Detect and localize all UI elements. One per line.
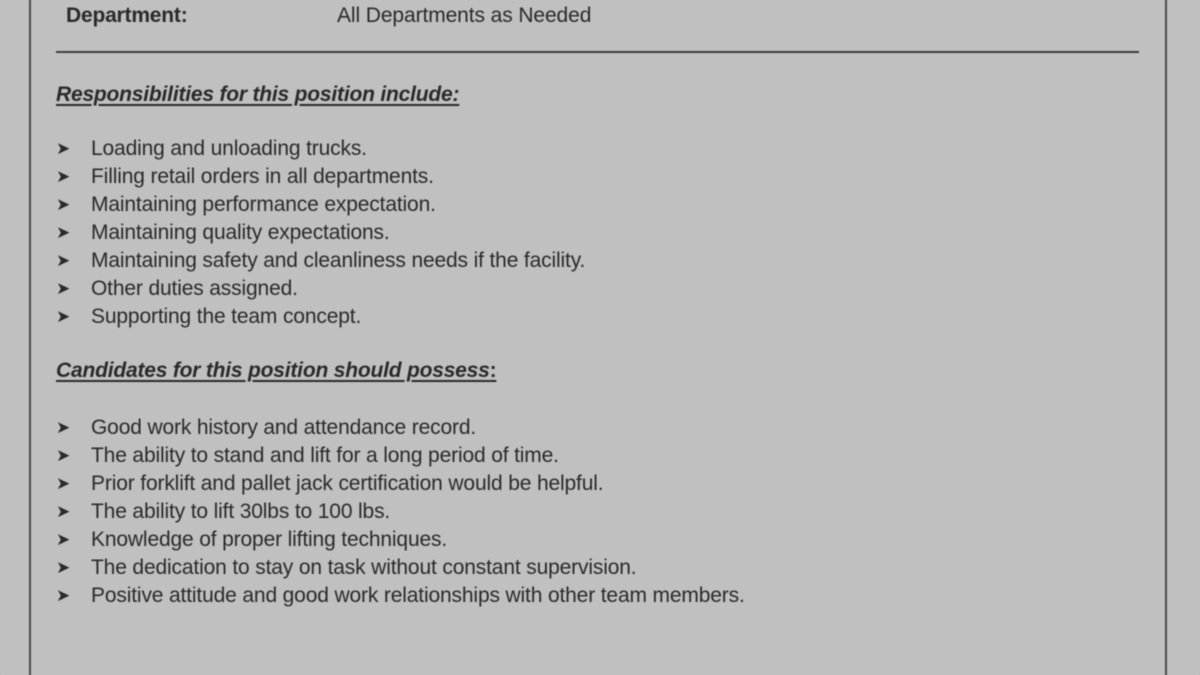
responsibility-item-text: Filling retail orders in all departments. <box>91 165 434 188</box>
candidate-requirement-item-text: Knowledge of proper lifting techniques. <box>91 528 448 551</box>
responsibility-item-text: Supporting the team concept. <box>91 305 362 328</box>
arrowhead-bullet-icon: ➤ <box>56 530 71 549</box>
candidates-heading-text: Candidates for this position should possess <box>56 359 490 382</box>
responsibility-item-text: Loading and unloading trucks. <box>91 137 367 160</box>
arrowhead-bullet-icon: ➤ <box>56 223 71 242</box>
arrowhead-bullet-icon: ➤ <box>56 307 71 326</box>
candidate-requirement-item-text: The dedication to stay on task without constant supervision. <box>91 556 637 579</box>
responsibility-item-text: Maintaining quality expectations. <box>91 221 390 244</box>
candidate-requirement-item-text: The ability to lift 30lbs to 100 lbs. <box>91 500 391 523</box>
candidate-requirement-item-text: The ability to stand and lift for a long period of time. <box>91 444 559 467</box>
arrowhead-bullet-icon: ➤ <box>56 279 71 298</box>
arrowhead-bullet-icon: ➤ <box>56 502 71 521</box>
department-label: Department: <box>66 4 188 27</box>
responsibility-item-text: Maintaining safety and cleanliness needs if the facility. <box>91 249 586 272</box>
department-row <box>66 2 1136 30</box>
arrowhead-bullet-icon: ➤ <box>56 167 71 186</box>
candidate-requirement-item-text: Positive attitude and good work relationships with other team members. <box>91 584 745 607</box>
candidates-heading-colon: : <box>489 359 497 382</box>
arrowhead-bullet-icon: ➤ <box>56 251 71 270</box>
department-value: All Departments as Needed <box>337 4 592 27</box>
arrowhead-bullet-icon: ➤ <box>56 195 71 214</box>
arrowhead-bullet-icon: ➤ <box>56 446 71 465</box>
arrowhead-bullet-icon: ➤ <box>56 586 71 605</box>
horizontal-divider <box>56 51 1139 53</box>
responsibilities-heading-text: Responsibilities for this position include: <box>56 83 460 106</box>
candidate-requirement-item-text: Prior forklift and pallet jack certification would be helpful. <box>91 472 604 495</box>
arrowhead-bullet-icon: ➤ <box>56 558 71 577</box>
candidates-heading <box>56 357 496 385</box>
responsibilities-heading <box>56 81 459 109</box>
responsibility-item-text: Maintaining performance expectation. <box>91 193 436 216</box>
arrowhead-bullet-icon: ➤ <box>56 418 71 437</box>
candidate-requirement-item-text: Good work history and attendance record. <box>91 416 477 439</box>
arrowhead-bullet-icon: ➤ <box>56 474 71 493</box>
responsibility-item-text: Other duties assigned. <box>91 277 298 300</box>
arrowhead-bullet-icon: ➤ <box>56 139 71 158</box>
